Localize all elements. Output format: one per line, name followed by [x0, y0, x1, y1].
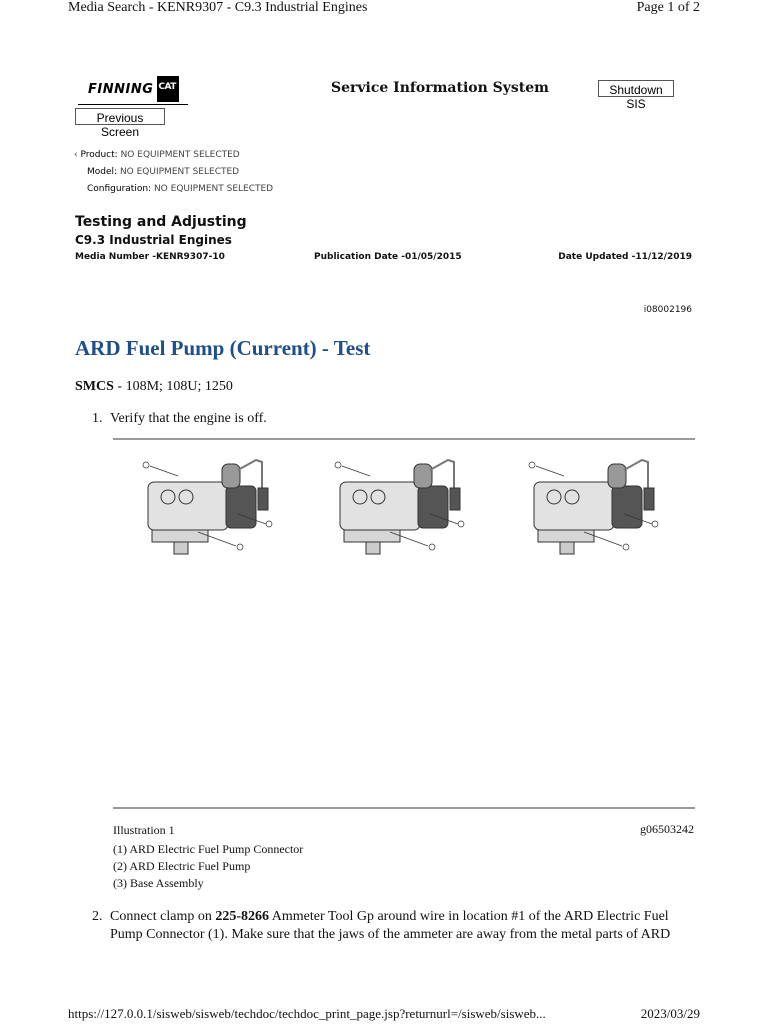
equipment-product[interactable]	[74, 150, 240, 160]
page-heading: ARD Fuel Pump (Current) - Test	[75, 336, 371, 360]
legend-item: (1) ARD Electric Fuel Pump Connector	[113, 842, 304, 856]
chevron-left-icon[interactable]: ‹	[74, 150, 78, 160]
legend-item: (3) Base Assembly	[113, 876, 204, 890]
print-header-title: Media Search - KENR9307 - C9.3 Industrial Engines	[68, 0, 368, 15]
illustration-top-rule	[113, 438, 695, 440]
step-2-text-pre: Connect clamp on	[110, 909, 216, 924]
step-1-number: 1.	[92, 411, 103, 426]
step-2-text-line2: Pump Connector (1). Make sure that the jaws of the ammeter are away from the metal parts of ARD	[110, 927, 671, 942]
model-value: NO EQUIPMENT SELECTED	[119, 167, 240, 177]
smcs-label: SMCS	[75, 379, 114, 394]
logo-text: FINNING	[88, 81, 154, 97]
configuration-value: NO EQUIPMENT SELECTED	[153, 184, 274, 194]
part-number: 225-8266	[215, 909, 270, 924]
document-subtitle: C9.3 Industrial Engines	[75, 233, 232, 247]
equipment-model	[87, 167, 239, 177]
illustration-caption: Illustration 1	[113, 823, 175, 837]
finning-cat-logo	[88, 76, 179, 102]
logo-divider	[78, 104, 188, 105]
app-title: Service Information System	[331, 80, 549, 96]
previous-screen-button[interactable]: Previous Screen	[75, 108, 165, 125]
step-2-number: 2.	[92, 909, 103, 924]
cat-badge: CAT	[157, 76, 179, 102]
print-footer-date: 2023/03/29	[640, 1006, 700, 1021]
configuration-label: Configuration:	[87, 184, 152, 194]
print-page-number: Page 1 of 2	[636, 0, 700, 15]
date-updated: Date Updated -11/12/2019	[558, 252, 692, 262]
smcs-line	[75, 379, 233, 395]
fuel-pump-illustration-2	[330, 452, 480, 564]
print-footer-url: https://127.0.0.1/sisweb/sisweb/techdoc/techdoc_print_page.jsp?returnurl=/sisweb/sisweb...	[68, 1006, 546, 1021]
document-id: i08002196	[643, 305, 692, 315]
legend-item: (2) ARD Electric Fuel Pump	[113, 859, 251, 873]
step-2	[92, 908, 692, 944]
product-label: Product:	[80, 150, 118, 160]
graphic-id: g06503242	[640, 822, 694, 836]
equipment-configuration	[87, 184, 273, 194]
media-number: Media Number -KENR9307-10	[75, 252, 225, 262]
model-label: Model:	[87, 167, 118, 177]
step-1	[92, 410, 267, 428]
product-value: NO EQUIPMENT SELECTED	[120, 150, 240, 160]
illustration-bottom-rule	[113, 807, 695, 809]
fuel-pump-illustration-3	[524, 452, 674, 564]
step-1-text: Verify that the engine is off.	[110, 411, 267, 426]
shutdown-sis-button[interactable]: Shutdown SIS	[598, 80, 674, 97]
document-title: Testing and Adjusting	[75, 214, 247, 230]
step-2-text-post: Ammeter Tool Gp around wire in location #1 of the ARD Electric Fuel	[269, 909, 669, 924]
smcs-value: - 108M; 108U; 1250	[113, 379, 233, 394]
publication-date: Publication Date -01/05/2015	[314, 252, 462, 262]
fuel-pump-illustration-1	[138, 452, 288, 564]
